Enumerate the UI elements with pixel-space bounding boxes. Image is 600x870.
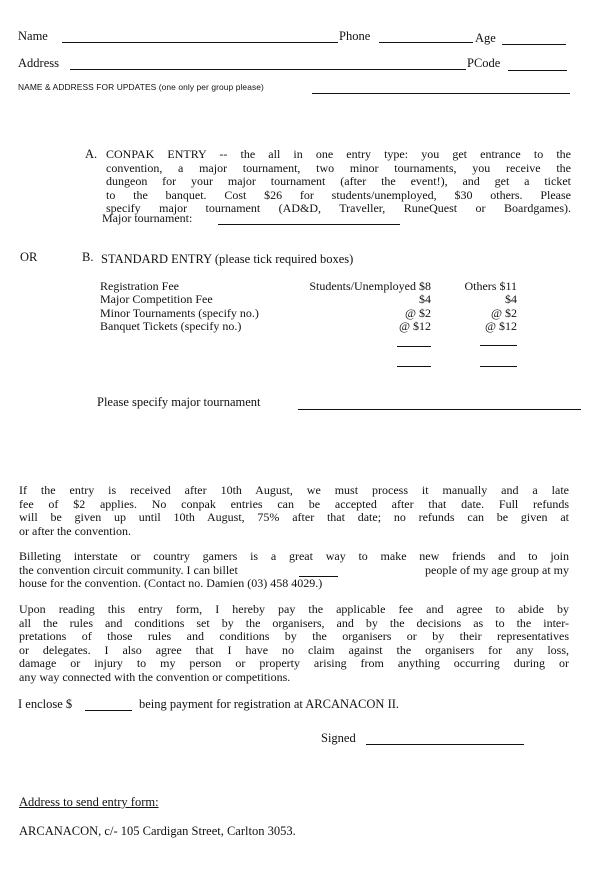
agreement-line: damage or injury to my person or property arising from anything occurring during or bbox=[19, 656, 569, 671]
billeting-line2-start: the convention circuit community. I can billet bbox=[19, 562, 238, 577]
others-total-field[interactable] bbox=[480, 366, 517, 367]
standard-marker: B. bbox=[82, 250, 94, 264]
fee-others-value: $4 bbox=[505, 292, 517, 307]
agreement-line: or delegates. I also agree that I have no claim against the organisers for any loss, bbox=[19, 642, 569, 657]
phone-label: Phone bbox=[339, 29, 371, 43]
fee-others-value: Others $11 bbox=[464, 279, 517, 293]
billeting-line: house for the convention. (Contact no. Damien (03) 458 4029.) bbox=[19, 576, 323, 591]
fee-item-label: Minor Tournaments (specify no.) bbox=[100, 305, 259, 320]
specify-tournament-label: Please specify major tournament bbox=[97, 395, 261, 409]
updates-label: NAME & ADDRESS FOR UPDATES (one only per group please) bbox=[18, 82, 264, 92]
fee-item-label: Banquet Tickets (specify no.) bbox=[100, 319, 242, 334]
payment-end: being payment for registration at ARCANACON II. bbox=[139, 697, 400, 711]
pcode-field[interactable] bbox=[508, 70, 567, 71]
specify-tournament-field[interactable] bbox=[298, 409, 581, 410]
agreement-line: all the rules and conditions set by the organisers, and by the decisions as to the inter- bbox=[19, 615, 569, 630]
phone-field[interactable] bbox=[379, 42, 473, 43]
mailing-address: ARCANACON, c/- 105 Cardigan Street, Carlton 3053. bbox=[19, 824, 296, 838]
agreement-paragraph bbox=[19, 603, 569, 685]
billet-count-field[interactable] bbox=[299, 564, 338, 577]
others-subtotal-field[interactable] bbox=[480, 345, 517, 346]
age-label: Age bbox=[475, 31, 496, 45]
students-total-field[interactable] bbox=[397, 366, 431, 367]
age-field[interactable] bbox=[502, 44, 566, 45]
billeting-line bbox=[19, 564, 569, 578]
agreement-line: pretations of those rules and conditions by the organisers or by their representatives bbox=[19, 629, 569, 644]
major-tournament-field[interactable] bbox=[218, 224, 400, 225]
conpak-line: specify major tournament (AD&D, Traveller, RuneQuest or Boardgames). bbox=[106, 201, 571, 216]
agreement-line: Upon reading this entry form, I hereby pay the applicable fee and agree to abide by bbox=[19, 602, 569, 616]
updates-field[interactable] bbox=[312, 93, 570, 94]
conpak-marker: A. bbox=[85, 147, 98, 161]
fee-students-value: Students/Unemployed $8 bbox=[309, 279, 431, 293]
fee-students-value: $4 bbox=[419, 292, 431, 307]
address-heading: Address to send entry form: bbox=[19, 795, 159, 809]
name-field[interactable] bbox=[62, 42, 338, 43]
pcode-label: PCode bbox=[467, 56, 501, 70]
fee-students-value: @ $12 bbox=[398, 319, 431, 334]
fee-labels bbox=[100, 280, 259, 334]
agreement-line: any way connected with the convention or competitions. bbox=[19, 669, 291, 684]
name-label: Name bbox=[18, 29, 48, 43]
conpak-description bbox=[106, 148, 571, 216]
major-tournament-label: Major tournament: bbox=[102, 211, 193, 225]
students-subtotal-field[interactable] bbox=[397, 346, 431, 347]
or-label: OR bbox=[20, 250, 38, 264]
fee-item-label: Registration Fee bbox=[100, 279, 179, 293]
late-entry-line: or after the convention. bbox=[19, 523, 131, 538]
fee-others-value: @ $12 bbox=[484, 319, 517, 334]
billeting-line: Billeting interstate or country gamers is a great way to make new friends and to join bbox=[19, 549, 569, 563]
fee-students-column bbox=[270, 280, 431, 334]
fee-others-value: @ $2 bbox=[490, 305, 517, 320]
billeting-line2-end: people of my age group at my bbox=[425, 562, 569, 577]
late-entry-paragraph bbox=[19, 484, 569, 538]
fee-others-column bbox=[440, 280, 517, 334]
late-entry-line: fee of $2 applies. No conpak entries can be accepted after that date. Full refunds bbox=[19, 496, 569, 511]
fee-students-value: @ $2 bbox=[404, 305, 431, 320]
late-entry-line: will be given up until 10th August, 75% after that date; no refunds can be given at bbox=[19, 510, 569, 525]
signed-label: Signed bbox=[321, 731, 356, 745]
fee-item-label: Major Competition Fee bbox=[100, 292, 213, 307]
late-entry-line: If the entry is received after 10th August, we must process it manually and a late bbox=[19, 483, 569, 497]
conpak-line: convention, a major tournament, two minor tournaments, you receive the bbox=[106, 160, 571, 175]
conpak-line: to the banquet. Cost $26 for students/unemployed, $30 others. Please bbox=[106, 187, 571, 202]
payment-amount-field[interactable] bbox=[85, 710, 132, 711]
billet-count-field-wrap bbox=[299, 564, 338, 581]
signature-field[interactable] bbox=[366, 744, 524, 745]
standard-title: STANDARD ENTRY (please tick required boxes) bbox=[101, 252, 354, 266]
billeting-paragraph bbox=[19, 550, 569, 591]
conpak-line: dungeon for your major tournament (after the event!), and get a ticket bbox=[106, 174, 571, 189]
address-field[interactable] bbox=[70, 69, 466, 70]
payment-start: I enclose $ bbox=[18, 697, 73, 711]
address-label: Address bbox=[18, 56, 59, 70]
conpak-line: CONPAK ENTRY -- the all in one entry type: you get entrance to the bbox=[106, 147, 571, 161]
